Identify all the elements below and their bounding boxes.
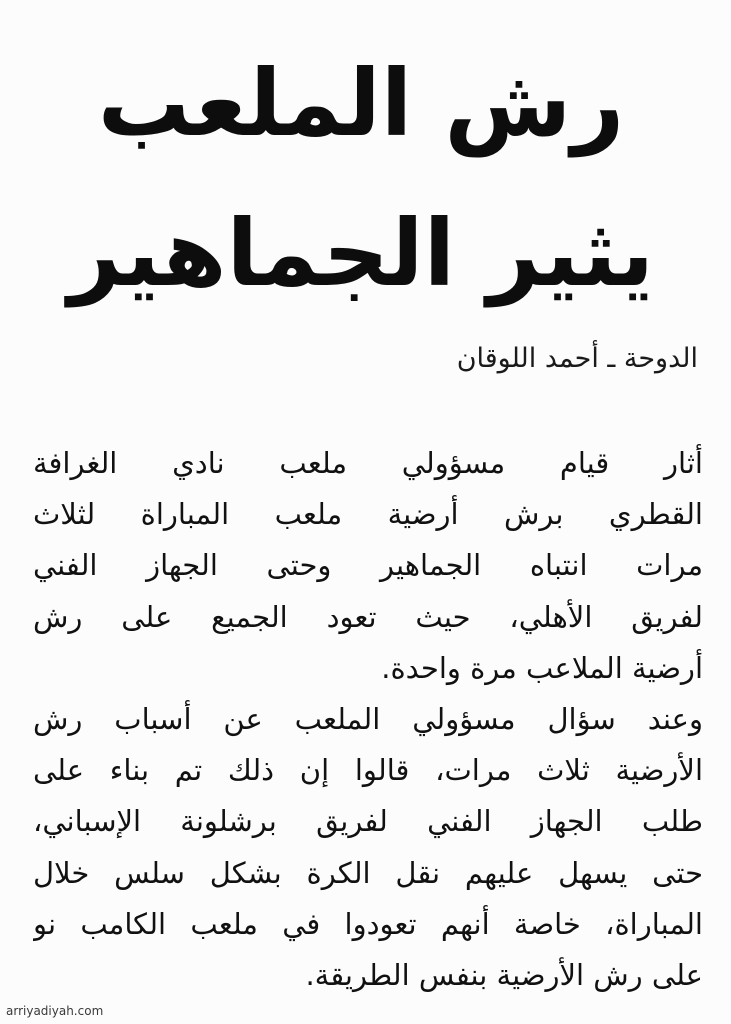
body-line: أثار قيام مسؤولي ملعب نادي الغرافة <box>33 446 703 480</box>
body-line: الأرضية ثلاث مرات، قالوا إن ذلك تم بناء على <box>33 753 703 788</box>
body-line: لفريق الأهلي، حيث تعود الجميع على رش <box>33 599 703 634</box>
body-line: مرات انتباه الجماهير وحتى الجهاز الفني <box>33 548 703 583</box>
article-body <box>33 438 703 1001</box>
body-line: طلب الجهاز الفني لفريق برشلونة الإسباني، <box>33 804 703 839</box>
body-line: حتى يسهل عليهم نقل الكرة بشكل سلس خلال <box>33 855 703 890</box>
body-line: على رش الأرضية بنفس الطريقة. <box>305 957 703 992</box>
headline-line-1: رش الملعب <box>97 50 625 157</box>
headline-line-2: يثير الجماهير <box>67 200 655 307</box>
body-line: أرضية الملاعب مرة واحدة. <box>381 650 703 685</box>
source-watermark: arriyadiyah.com <box>6 1004 104 1018</box>
byline: الدوحة ـ أحمد اللوقان <box>456 343 698 374</box>
body-line: وعند سؤال مسؤولي الملعب عن أسباب رش <box>33 701 703 736</box>
body-line: المباراة، خاصة أنهم تعودوا في ملعب الكامب نو <box>33 906 703 941</box>
body-line: القطري برش أرضية ملعب المباراة لثلاث <box>33 497 703 532</box>
